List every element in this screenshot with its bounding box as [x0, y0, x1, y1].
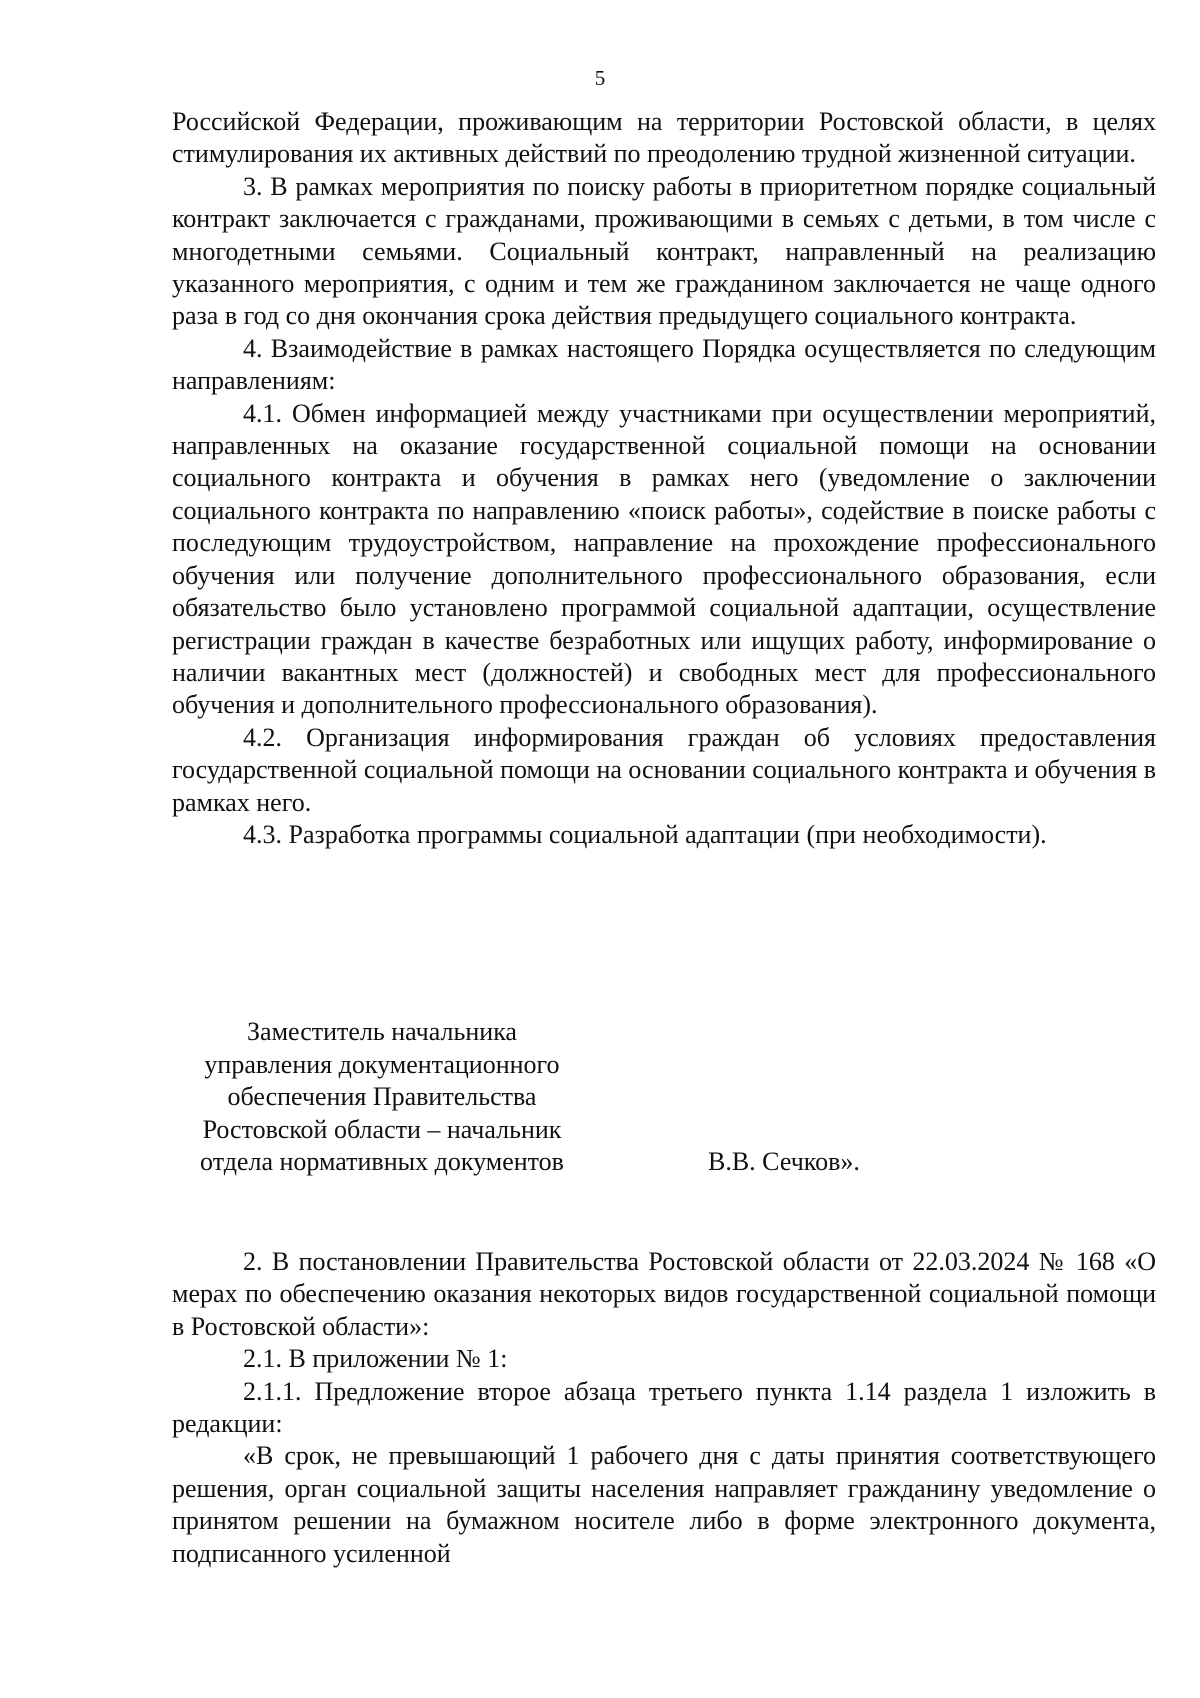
- signatory-title-line: управления документационного: [204, 1049, 560, 1079]
- signatory-title-line: Заместитель начальника: [247, 1017, 517, 1046]
- paragraph-item-2-1: 2.1. В приложении № 1:: [243, 1344, 508, 1374]
- paragraph-item-2: 2. В постановлении Правительства Ростовской области от 22.03.2024 № 168 «О мерах по обеспечению оказания некоторых видов государственной социальной помощи в Ростовской области»:: [172, 1247, 1156, 1341]
- paragraph-item-4-2: 4.2. Организация информирования граждан об условиях предоставления государственной социальной помощи на основании социального контракта и обучения в рамках него.: [172, 722, 1156, 817]
- paragraph-item-4-3: 4.3. Разработка программы социальной адаптации (при необходимости).: [243, 819, 1047, 849]
- signature-block: [172, 1016, 1156, 1196]
- document-body-top: [172, 106, 1156, 851]
- paragraph: Российской Федерации, проживающим на территории Ростовской области, в целях стимулирования их активных действий по преодолению трудной жизненной ситуации.: [172, 107, 1156, 169]
- paragraph-item-2-1-1: 2.1.1. Предложение второе абзаца третьего пункта 1.14 раздела 1 изложить в редакции:: [172, 1376, 1156, 1439]
- signatory-name: В.В. Сечков».: [708, 1147, 860, 1176]
- signatory-title: [172, 1016, 592, 1179]
- signatory-title-line: Ростовской области – начальник: [202, 1114, 562, 1144]
- paragraph-item-4: 4. Взаимодействие в рамках настоящего Порядка осуществляется по следующим направлениям:: [172, 333, 1156, 396]
- page-number: 5: [594, 66, 606, 90]
- document-body-bottom: [172, 1246, 1156, 1570]
- quoted-paragraph: «В срок, не превышающий 1 рабочего дня с даты принятия соответствующего решения, орган социальной защиты населения направляет гражданину уведомление о принятом решении на бумажном носителе либо в форме электронного документа, подписанного усиленной: [172, 1441, 1156, 1568]
- paragraph-item-3: 3. В рамках мероприятия по поиску работы в приоритетном порядке социальный контракт заключается с гражданами, проживающими в семьях с детьми, в том числе с многодетными семьями. Социальный контракт, направленный на реализацию указанного мероприятия, с одним и тем же гражданином заключается не чаще одного раза в год со дня окончания срока действия предыдущего социального контракта.: [172, 171, 1156, 331]
- paragraph-item-4-1: 4.1. Обмен информацией между участниками при осуществлении мероприятий, направленных на оказание государственной социальной помощи на основании социального контракта и обучения в рамках него (уведомление о заключении социального контракта по направлению «поиск работы», содействие в поиске работы с последующим трудоустройством, направление на прохождение профессионального обучения или получение дополнительного профессионального образования, если обязательство было установлено программой социальной адаптации, осуществление регистрации граждан в качестве безработных или ищущих работу, информирование о наличии вакантных мест (должностей) и свободных мест для профессионального обучения и дополнительного профессионального образования).: [172, 398, 1156, 720]
- signatory-title-line: обеспечения Правительства: [227, 1082, 537, 1112]
- signatory-title-line: отдела нормативных документов: [200, 1147, 564, 1177]
